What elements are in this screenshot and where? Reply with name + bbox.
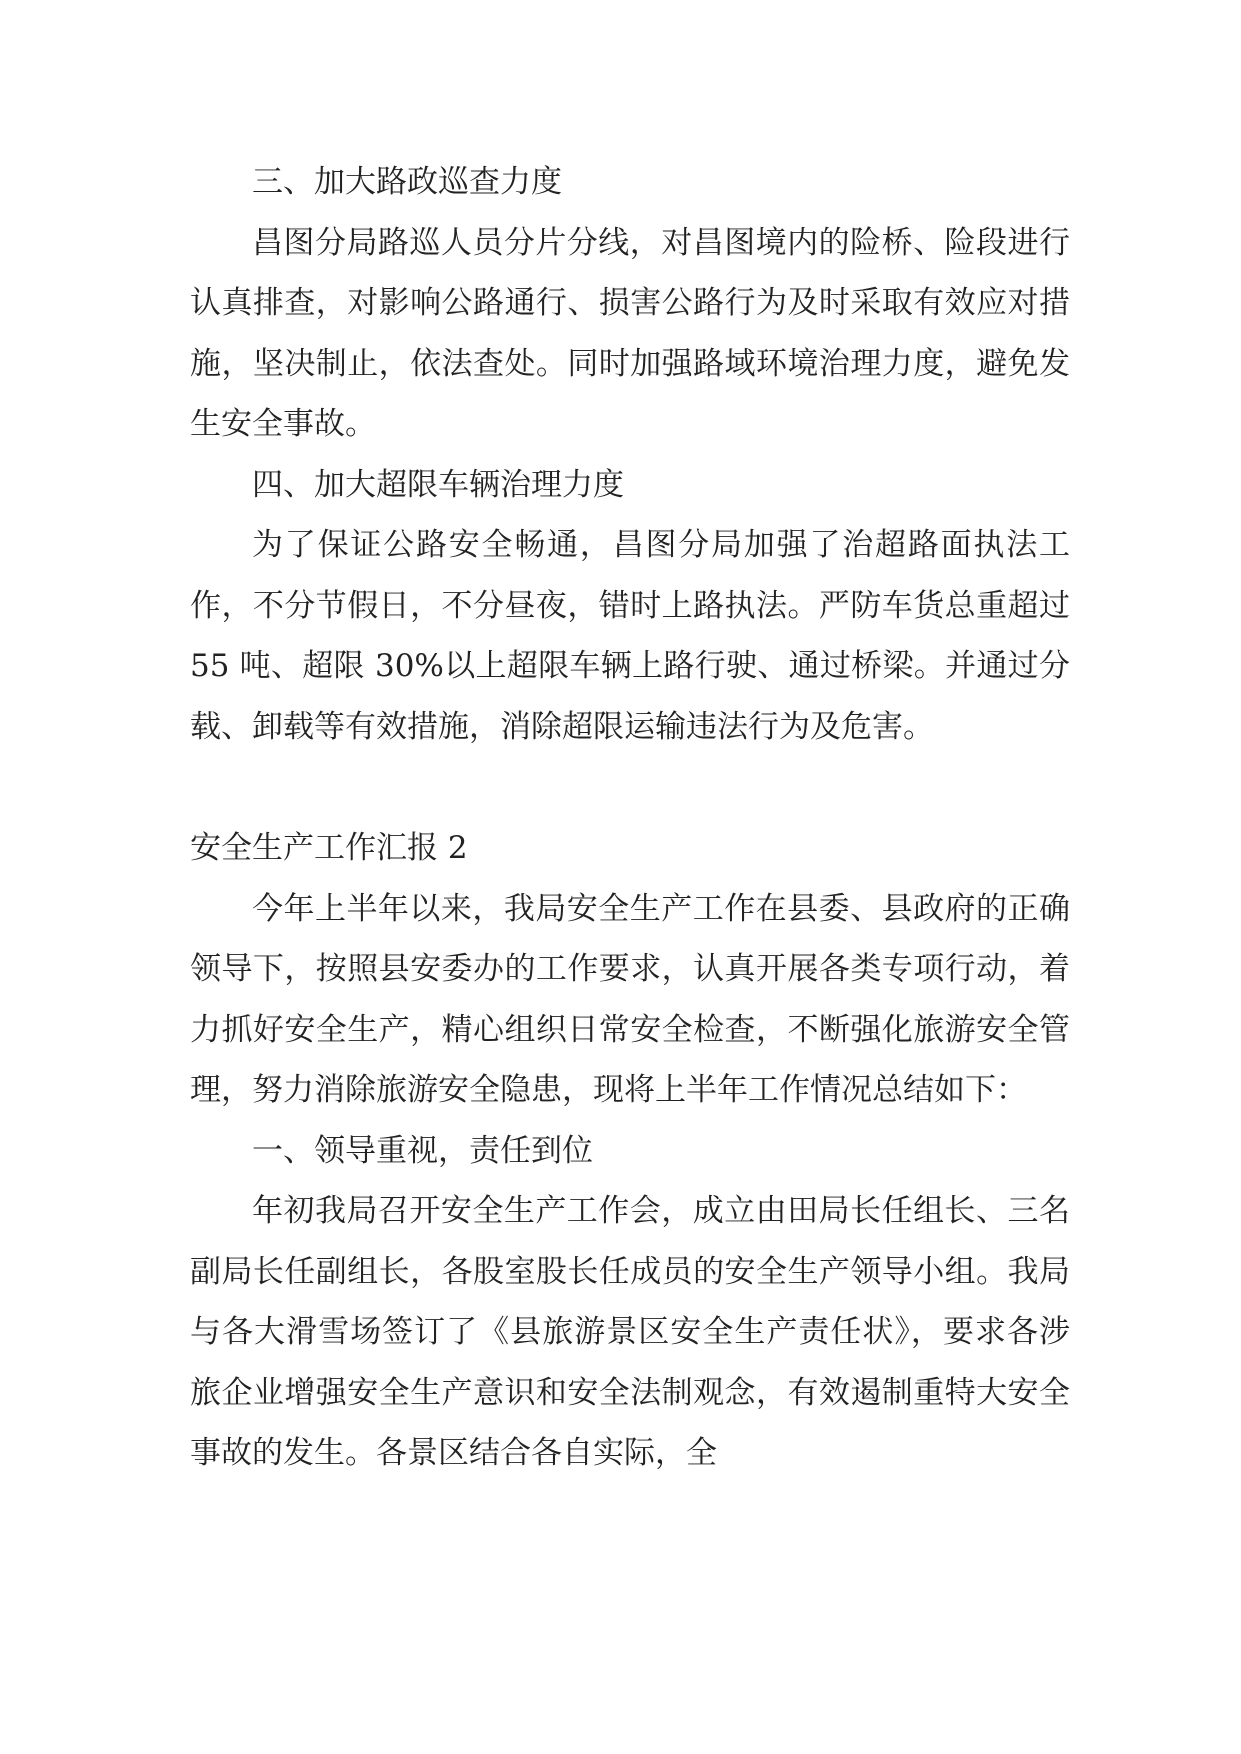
- paragraph-road-patrol: 昌图分局路巡人员分片分线，对昌图境内的险桥、险段进行认真排查，对影响公路通行、损害公路行为及时采取有效应对措施，坚决制止，依法查处。同时加强路域环境治理力度，避免发生安全事故。: [190, 224, 1070, 442]
- heading-road-patrol: 三、加大路政巡查力度: [252, 164, 562, 200]
- paragraph-intro: 今年上半年以来，我局安全生产工作在县委、县政府的正确领导下，按照县安委办的工作要求，认真开展各类专项行动，着力抓好安全生产，精心组织日常安全检查，不断强化旅游安全管理，努力消除旅游安全隐患，现将上半年工作情况总结如下：: [190, 890, 1070, 1108]
- paragraph-leadership: 年初我局召开安全生产工作会，成立由田局长任组长、三名副局长任副组长，各股室股长任成员的安全生产领导小组。我局与各大滑雪场签订了《县旅游景区安全生产责任状》，要求各涉旅企业增强安全生产意识和安全法制观念，有效遏制重特大安全事故的发生。各景区结合各自实际，全: [190, 1193, 1070, 1471]
- heading-overload-control: 四、加大超限车辆治理力度: [252, 466, 624, 503]
- section-title-report-2: 安全生产工作汇报 2: [190, 830, 468, 866]
- paragraph-overload-control: 为了保证公路安全畅通，昌图分局加强了治超路面执法工作，不分节假日，不分昼夜，错时上路执法。严防车货总重超过 55 吨、超限 30%以上超限车辆上路行驶、通过桥梁。并通过分载、卸载等有效措施，消除超限运输违法行为及危害。: [190, 527, 1070, 745]
- document-body: [190, 152, 1070, 1484]
- section-gap: [190, 757, 1070, 818]
- heading-leadership: 一、领导重视，责任到位: [252, 1132, 593, 1169]
